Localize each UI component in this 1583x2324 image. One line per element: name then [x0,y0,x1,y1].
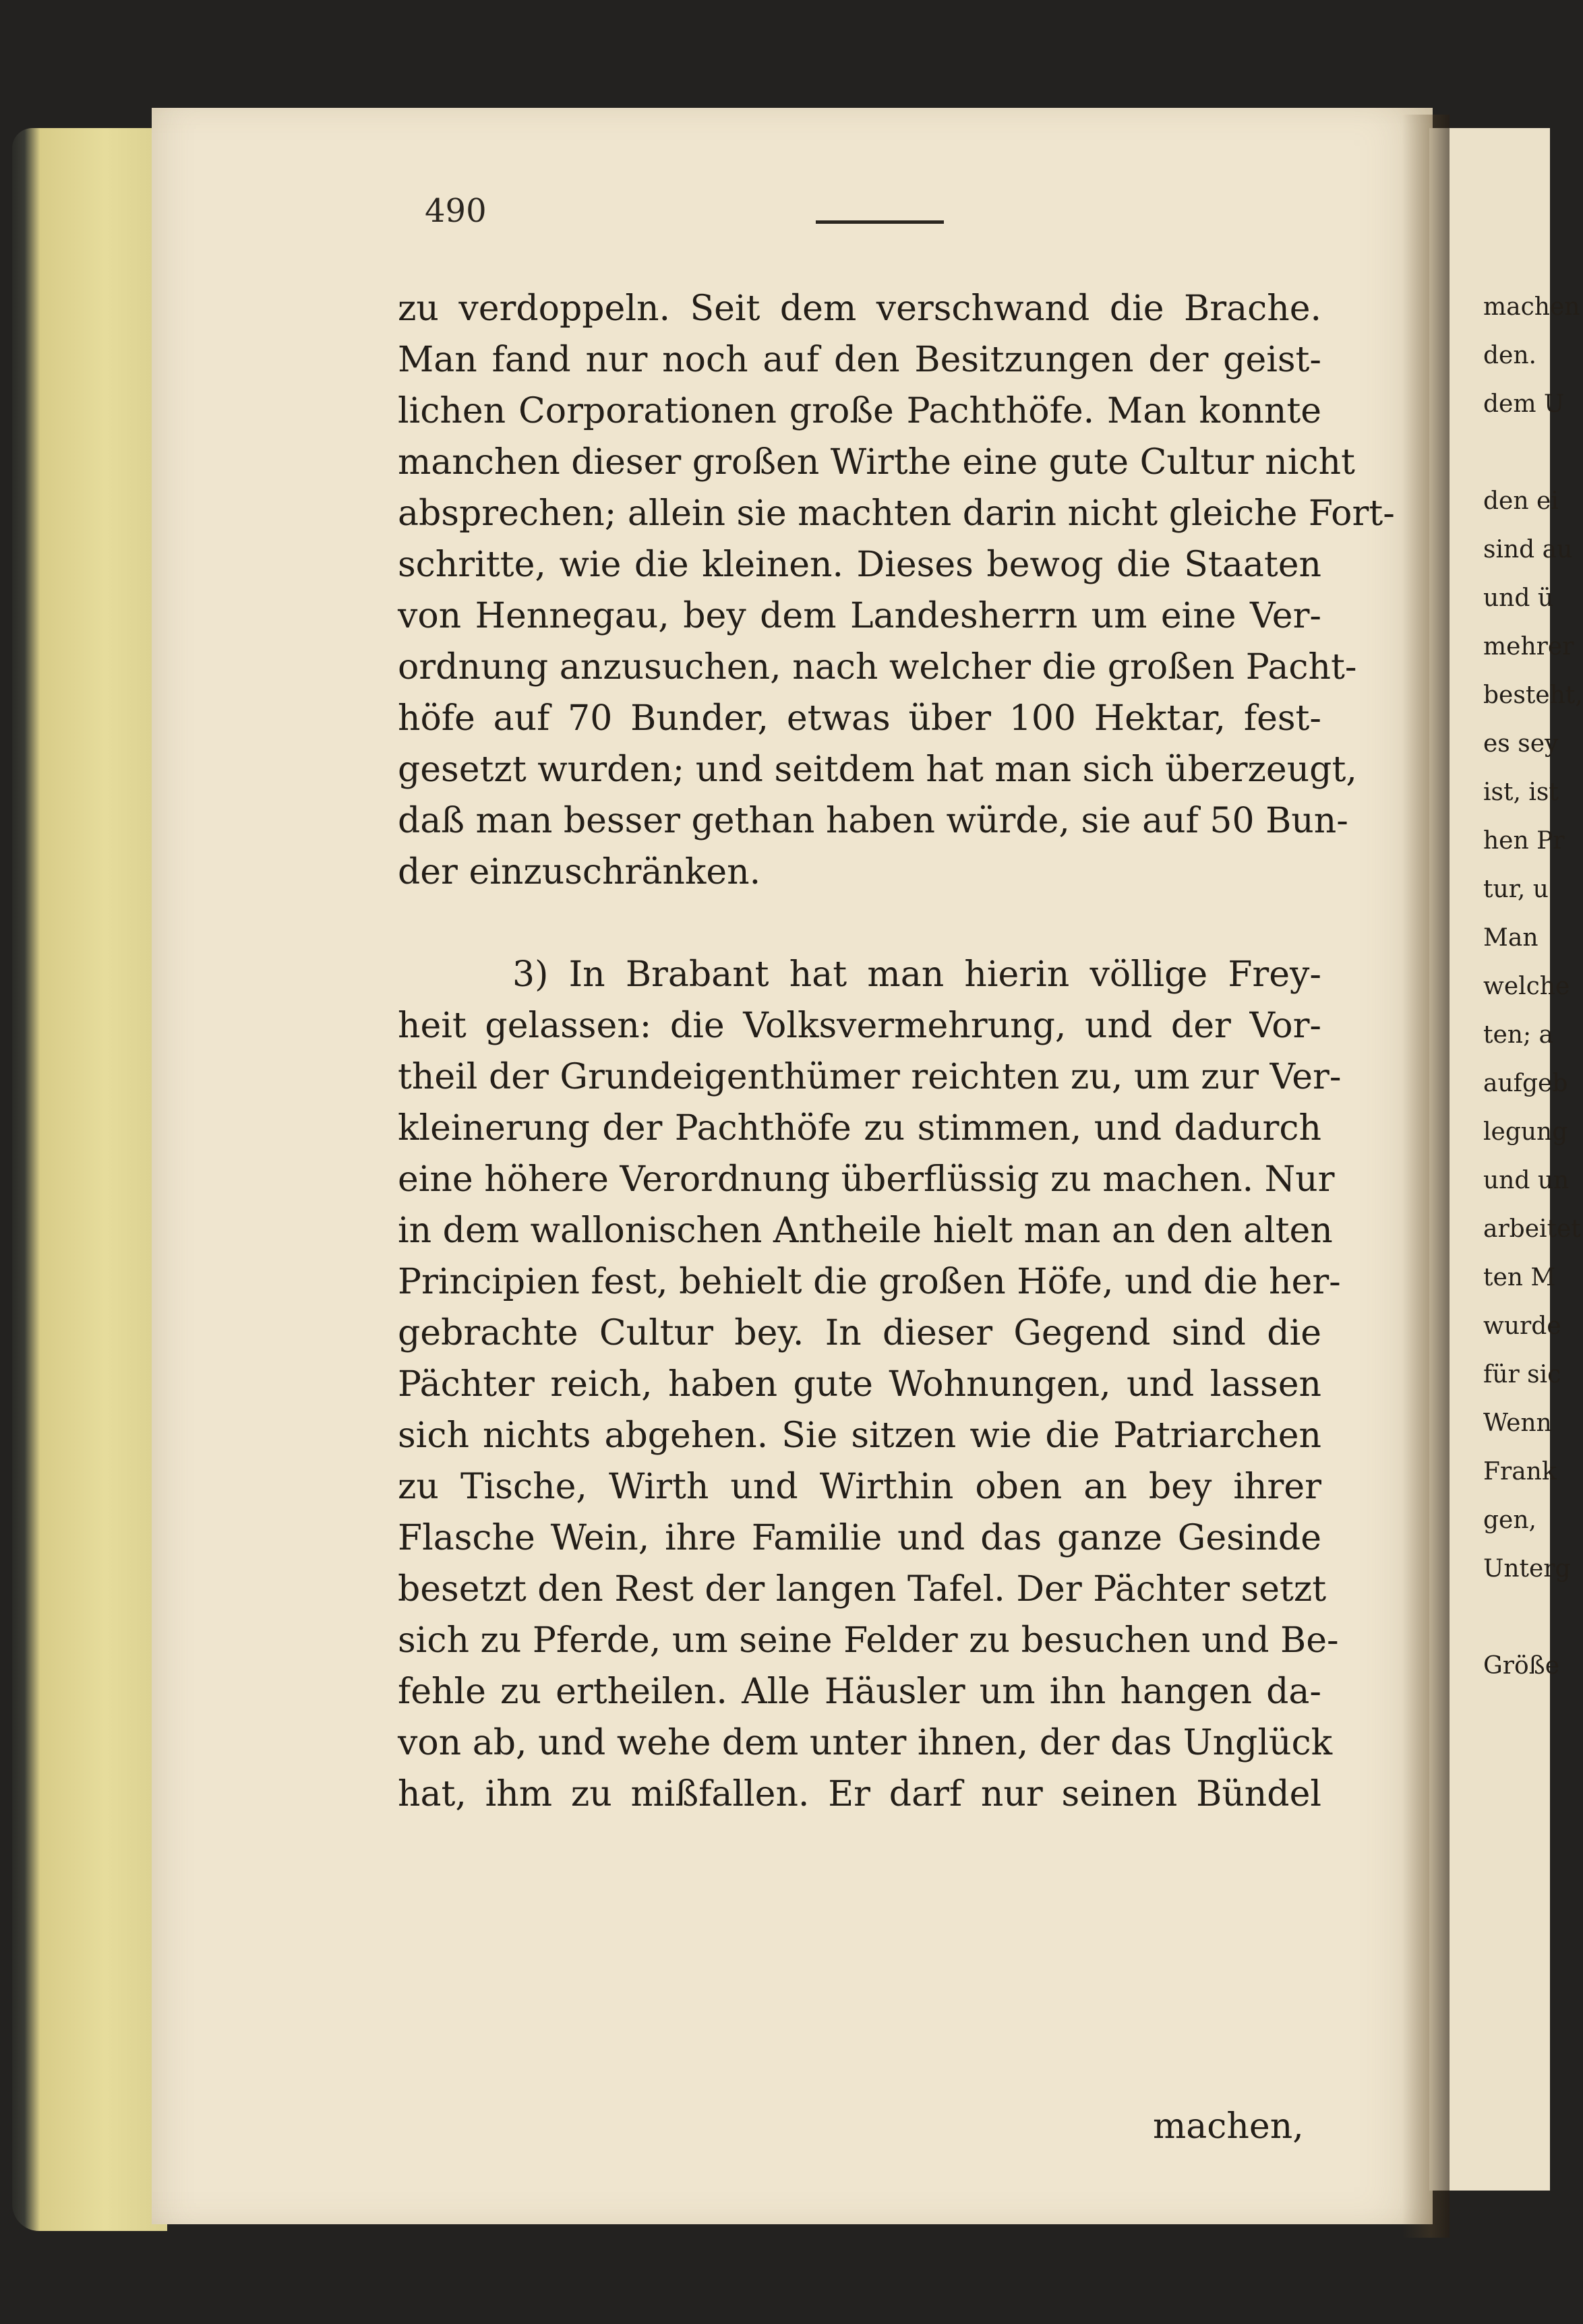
right-page-line [1483,1593,1550,1642]
text-line: hat, ihm zu mißfallen. Er darf nur seinen Bündel [398,1774,1321,1814]
text-line: ordnung anzusuchen, nach welcher die großen Pacht- [398,647,1357,687]
right-page-line: Frank [1483,1458,1557,1486]
text-line: der einzuschränken. [398,852,761,892]
text-line: in dem wallonischen Antheile hielt man an den alten [398,1211,1333,1251]
text-line: absprechen; allein sie machten darin nicht gleiche Fort- [398,493,1395,534]
right-page-line: legung [1483,1118,1568,1146]
right-page-line: Man [1483,924,1539,952]
right-page-line: tur, u [1483,876,1549,903]
text-line: gesetzt wurden; und seitdem hat man sich überzeugt, [398,750,1357,790]
book-page-edges [12,128,167,2231]
body-text [398,283,1395,1820]
text-line: kleinerung der Pachthöfe zu stimmen, und dadurch [398,1108,1321,1149]
text-line: Pächter reich, haben gute Wohnungen, und lassen [398,1364,1321,1405]
text-line: lichen Corporationen große Pachthöfe. Man konnte [398,391,1321,431]
text-line: gebrachte Cultur bey. In dieser Gegend sind die [398,1313,1321,1353]
right-page-line: hen Pr [1483,827,1565,855]
text-line: Principien fest, behielt die großen Höfe, und die her- [398,1262,1341,1302]
right-page-line: ten; a [1483,1021,1553,1049]
text-line: zu verdoppeln. Seit dem verschwand die Brache. [398,288,1321,329]
paragraph-gap [398,898,1321,949]
text-line: von ab, und wehe dem unter ihnen, der das Unglück [398,1723,1333,1763]
right-page-line: Wenn [1483,1409,1552,1437]
right-page-line: aufgeb [1483,1070,1568,1097]
right-page-line: Unterg [1483,1555,1571,1583]
text-line: sich nichts abgehen. Sie sitzen wie die Patriarchen [398,1415,1321,1456]
text-line: Flasche Wein, ihre Familie und das ganze Gesinde [398,1518,1321,1558]
right-page-text [1483,283,1583,1690]
text-line: schritte, wie die kleinen. Dieses bewog die Staaten [398,545,1321,585]
right-page-line: ten M [1483,1264,1556,1291]
text-line: daß man besser gethan haben würde, sie auf 50 Bun- [398,801,1348,841]
right-page-line: welche [1483,973,1570,1000]
right-page-line: und un [1483,1167,1570,1194]
right-page-line [1483,429,1550,477]
text-line: zu Tische, Wirth und Wirthin oben an bey ihrer [398,1467,1321,1507]
right-page-line: arbeitet [1483,1215,1581,1243]
text-line: heit gelassen: die Volksvermehrung, und der Vor- [398,1006,1321,1046]
right-page-line: den. [1483,342,1536,369]
right-page-line: gen, [1483,1506,1536,1534]
text-line: höfe auf 70 Bunder, etwas über 100 Hektar, fest- [398,698,1321,739]
right-page-line: wurde [1483,1312,1561,1340]
right-page-line: ist, ist [1483,778,1559,806]
header-rule [816,220,944,224]
text-line: eine höhere Verordnung überflüssig zu machen. Nur [398,1159,1335,1200]
right-page-line: besteht, [1483,681,1583,709]
book-gutter [1402,115,1450,2238]
text-line: besetzt den Rest der langen Tafel. Der Pächter setzt [398,1569,1327,1610]
right-page-line: für sic [1483,1361,1561,1388]
text-line: fehle zu ertheilen. Alle Häusler um ihn hangen da- [398,1672,1321,1712]
page-number: 490 [425,192,487,230]
catchword: machen, [1153,2106,1304,2147]
right-page-line: es sey [1483,730,1559,758]
right-page-line: Größe [1483,1652,1559,1680]
right-page-line: sind au [1483,536,1573,563]
text-line: sich zu Pferde, um seine Felder zu besuchen und Be- [398,1620,1339,1661]
right-page-line: mehrer [1483,633,1574,661]
right-page-line: machen [1483,293,1580,321]
text-line: theil der Grundeigenthümer reichten zu, um zur Ver- [398,1057,1342,1097]
right-page-line: dem U [1483,390,1565,418]
text-line: Man fand nur noch auf den Besitzungen der geist- [398,340,1321,380]
right-page-line: den ei [1483,487,1559,515]
right-page-line: und ü [1483,584,1554,612]
text-line: 3) In Brabant hat man hierin völlige Frey- [512,954,1321,995]
text-line: manchen dieser großen Wirthe eine gute Cultur nicht [398,442,1355,483]
text-line: von Hennegau, bey dem Landesherrn um eine Ver- [398,596,1321,636]
